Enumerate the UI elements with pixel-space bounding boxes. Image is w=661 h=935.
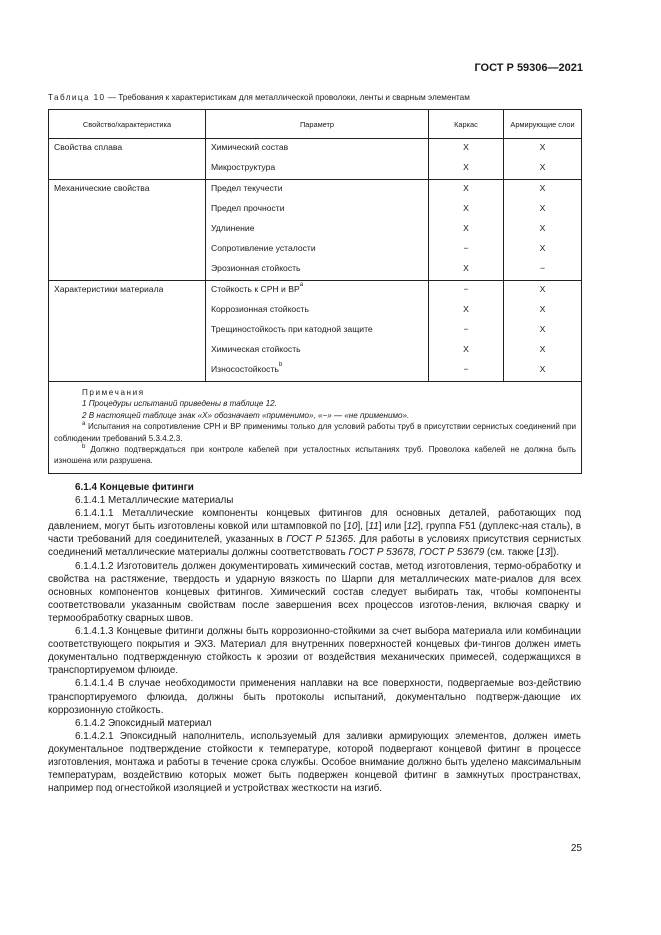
header-property: Свойство/характеристика <box>49 110 206 139</box>
param-cell: Коррозионная стойкость <box>206 301 429 321</box>
table-notes <box>49 382 582 474</box>
document-code: ГОСТ Р 59306—2021 <box>474 62 583 74</box>
frame-mark: − <box>429 361 504 382</box>
param-cell: Трещиностойкость при катодной защите <box>206 321 429 341</box>
text-span: ], [ <box>357 521 369 533</box>
footnote-b <box>54 444 576 467</box>
layers-mark: X <box>504 361 582 382</box>
param-cell: Эрозионная стойкость <box>206 260 429 281</box>
frame-mark: X <box>429 301 504 321</box>
param-text: Стойкость к СРН и ВР <box>211 284 300 294</box>
param-cell: Химический состав <box>206 139 429 160</box>
frame-mark: X <box>429 180 504 201</box>
param-cell: Сопротивление усталости <box>206 240 429 260</box>
paragraph-6-1-4-1-3: 6.1.4.1.3 Концевые фитинги должны быть коррозионно-стойкими за счет выбора материала или комбинации соответствующего покрытия и ЭХЗ. Материал для внутренних поверхностей концевых фи-тингов должен иметь документально подтвержденную стойкость к эрозии от воздействия механических примесей, содержащихся в транспортируемом флюиде. <box>48 626 581 677</box>
layers-mark: X <box>504 341 582 361</box>
note-1 <box>54 398 576 409</box>
layers-mark: X <box>504 139 582 160</box>
notes-title: Примечания <box>82 388 145 397</box>
layers-mark: X <box>504 281 582 302</box>
paragraph-6-1-4-1-1 <box>48 507 581 559</box>
param-cell: Предел прочности <box>206 200 429 220</box>
frame-mark: X <box>429 139 504 160</box>
paragraph-6-1-4-2-1: 6.1.4.2.1 Эпоксидный наполнитель, используемый для заливки армирующих элементов, должен иметь документальное подтверждение стойкости к температуре, которой подвергают концевой фитинг в процессе изготовления, монтажа и работы в течение срока службы. Особое внимание должно быть уделено максимальным температурам, воздействию которых может быть подвержен концевой фитинг в замкнутых пространствах, например под огнестойкой изоляцией и устройствах жесткости на изгиб. <box>48 730 581 795</box>
frame-mark: X <box>429 159 504 180</box>
ref-11: 11 <box>368 521 379 533</box>
param-cell <box>206 281 429 302</box>
layers-mark: X <box>504 180 582 201</box>
param-cell: Предел текучести <box>206 180 429 201</box>
footnote-a-text: Испытания на сопротивление СРН и ВР применимы только для условий работы труб в присутствии сернистых соединений при соблюдении требований 5.3.4.2.3. <box>54 422 576 443</box>
layers-mark: X <box>504 220 582 240</box>
footnote-ref: a <box>299 282 304 288</box>
table-row <box>49 180 582 201</box>
layers-mark: X <box>504 321 582 341</box>
frame-mark: − <box>429 281 504 302</box>
frame-mark: X <box>429 260 504 281</box>
notes-row <box>49 382 582 474</box>
param-cell: Удлинение <box>206 220 429 240</box>
frame-mark: − <box>429 240 504 260</box>
gost-53678-link: ГОСТ Р 53678, ГОСТ Р 53679 <box>348 547 485 559</box>
note-1-text: 1 Процедуры испытаний приведены в таблице 12. <box>82 399 277 409</box>
heading-6-1-4: 6.1.4 Концевые фитинги <box>75 482 194 493</box>
heading-6-1-4-1: 6.1.4.1 Металлические материалы <box>75 495 234 507</box>
footnote-b-mark: b <box>82 444 86 451</box>
layers-mark: X <box>504 240 582 260</box>
page-number: 25 <box>570 843 582 854</box>
frame-mark: − <box>429 321 504 341</box>
text-span: ], группа F51 (дуплекс-ная сталь), в части требований для соединителей, указанных в <box>48 521 581 546</box>
group-name: Характеристики материала <box>49 281 206 382</box>
header-frame: Каркас <box>429 110 504 139</box>
param-cell <box>206 361 429 382</box>
layers-mark: X <box>504 159 582 180</box>
layers-mark: X <box>504 301 582 321</box>
layers-mark: − <box>504 260 582 281</box>
table-caption-text: — Требования к характеристикам для металлической проволоки, ленты и сварным элементам <box>105 93 470 102</box>
footnote-a-mark: a <box>82 421 86 428</box>
note-2 <box>54 410 576 421</box>
text-span: (см. также [ <box>484 547 540 559</box>
ref-12: 12 <box>406 521 418 533</box>
frame-mark: X <box>429 220 504 240</box>
param-cell: Химическая стойкость <box>206 341 429 361</box>
layers-mark: X <box>504 200 582 220</box>
text-span: . Для работы в условиях присутствия сернистых соединений металлические материалы должны соответствовать <box>48 534 582 559</box>
header-parameter: Параметр <box>206 110 429 139</box>
table-row <box>49 281 582 302</box>
footnote-ref: b <box>278 362 283 368</box>
param-cell: Микроструктура <box>206 159 429 180</box>
text-span: ]). <box>550 547 560 559</box>
text-span: ] или [ <box>378 521 407 533</box>
param-text: Износостойкость <box>211 364 279 374</box>
header-reinforcing-layers: Армирующие слои <box>504 110 582 139</box>
requirements-table <box>48 109 582 474</box>
paragraph-6-1-4-1-4: 6.1.4.1.4 В случае необходимости применения наплавки на все поверхности, подвергаемые воз-действию транспортируемого флюида, должны быть протоколы испытаний, документально подтверж-дающие их коррозионную стойкость. <box>48 678 581 716</box>
table-header-row <box>49 110 582 139</box>
note-2-text: 2 В настоящей таблице знак «X» обозначает «применимо», «−» — «не применимо». <box>82 410 410 420</box>
group-name: Свойства сплава <box>49 139 206 180</box>
ref-10: 10 <box>346 521 358 533</box>
frame-mark: X <box>429 200 504 220</box>
table-caption-prefix: Таблица 10 <box>48 93 106 102</box>
paragraph-6-1-4-1-2: 6.1.4.1.2 Изготовитель должен документировать химический состав, метод изготовления, термо-обработку и свойства на растяжение, твердость и ударную вязкость по Шарпи для металлических мате-риалов для всех основных компонентов концевых фитингов. Химический состав следует выбирать так, чтобы компоненты соответствовали указанным свойствам после завершения всех процессов изготов-ления, включая сварку и термообработку сварных швов. <box>48 560 581 624</box>
group-name: Механические свойства <box>49 180 206 281</box>
heading-6-1-4-2: 6.1.4.2 Эпоксидный материал <box>75 717 212 729</box>
ref-13: 13 <box>539 547 551 559</box>
footnote-b-text: Должно подтверждаться при контроле кабелей при усталостных испытаниях труб. Проволока кабелей не должна быть изношена или разрушена. <box>54 445 576 466</box>
table-row <box>49 139 582 160</box>
text-span: 6.1.4.1.1 Металлические компоненты концевых фитингов для основных деталей, работающих под давлением, могут быть изготовлены ковкой или штамповкой по [ <box>48 508 581 533</box>
frame-mark: X <box>429 341 504 361</box>
table-caption <box>48 93 470 102</box>
body-text <box>48 481 581 795</box>
footnote-a <box>54 421 576 444</box>
gost-51365-link: ГОСТ Р 51365 <box>286 534 354 546</box>
